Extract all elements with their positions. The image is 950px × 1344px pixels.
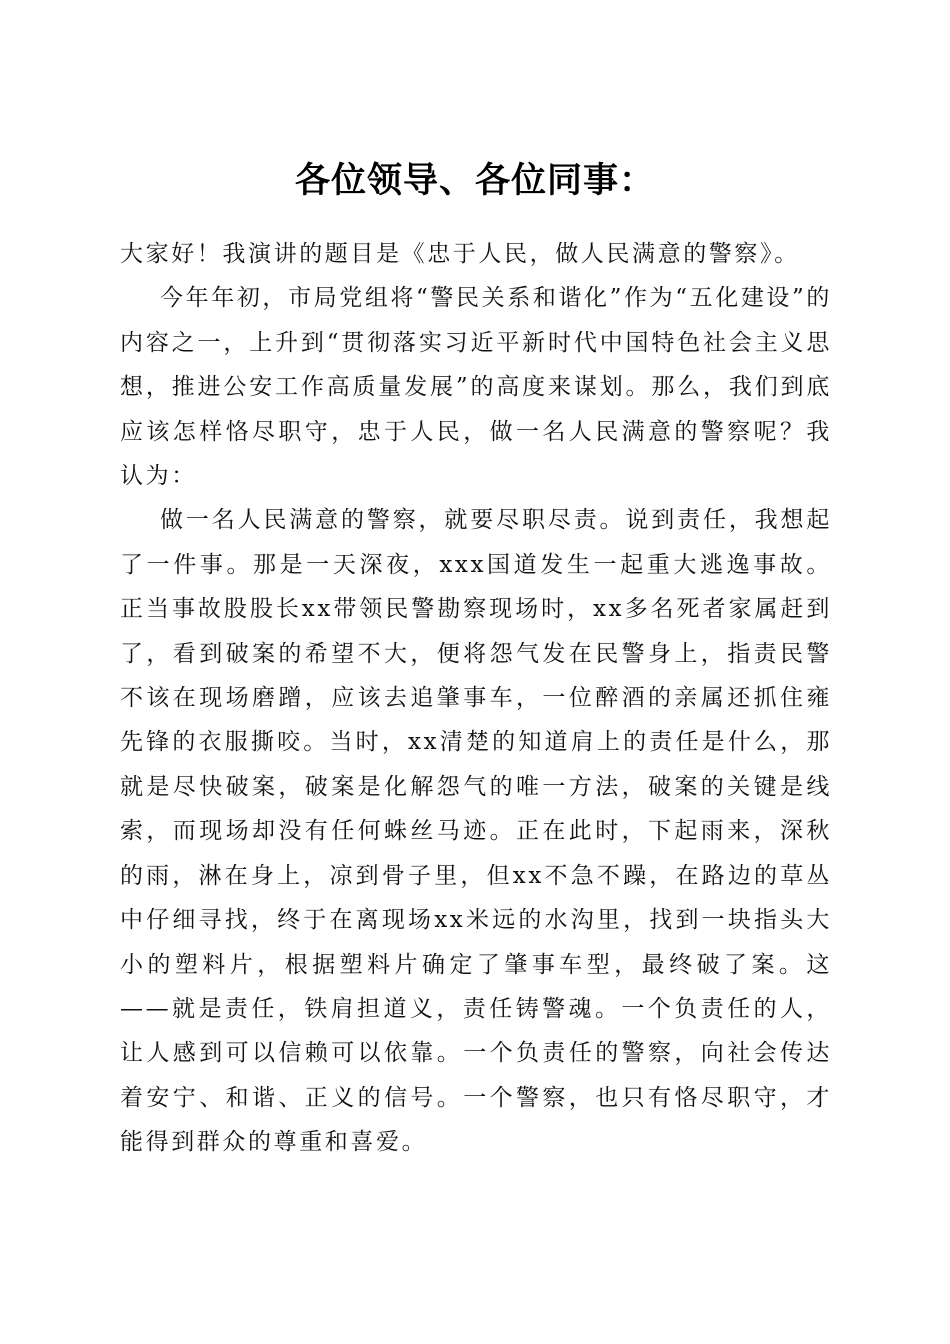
page-title: 各位领导、各位同事： [294,160,655,202]
document-body [120,232,832,1165]
paragraph-greeting: 大家好！我演讲的题目是《忠于人民，做人民满意的警察》。 [120,241,800,267]
paragraph-responsibility-story: 做一名人民满意的警察，就要尽职尽责。说到责任，我想起了一件事。那是一天深夜，xxx国道发生一起重大逃逸事故。正当事故股股长xx带领民警勘察现场时，xx多名死者家属赶到了，看到破案的希望不大，便将怨气发在民警身上，指责民警不该在现场磨蹭，应该去追肇事车，一位醉酒的亲属还抓住雍先锋的衣服撕咬。当时，xx清楚的知道肩上的责任是什么，那就是尽快破案，破案是化解怨气的唯一方法，破案的关键是线索，而现场却没有任何蛛丝马迹。正在此时，下起雨来，深秋的雨，淋在身上，凉到骨子里，但xx不急不躁，在路边的草丛中仔细寻找，终于在离现场xx米远的水沟里，找到一块指头大小的塑料片，根据塑料片确定了肇事车型，最终破了案。这——就是责任，铁肩担道义，责任铸警魂。一个负责任的人，让人感到可以信赖可以依靠。一个负责任的警察，向社会传达着安宁、和谐、正义的信号。一个警察，也只有恪尽职守，才能得到群众的尊重和喜爱。 [120,507,832,1156]
paragraph-introduction: 今年年初，市局党组将“警民关系和谐化”作为“五化建设”的内容之一，上升到“贯彻落实习近平新时代中国特色社会主义思想，推进公安工作高质量发展”的高度来谋划。那么，我们到底应该怎样恪尽职守，忠于人民，做一名人民满意的警察呢？我认为： [120,285,832,490]
